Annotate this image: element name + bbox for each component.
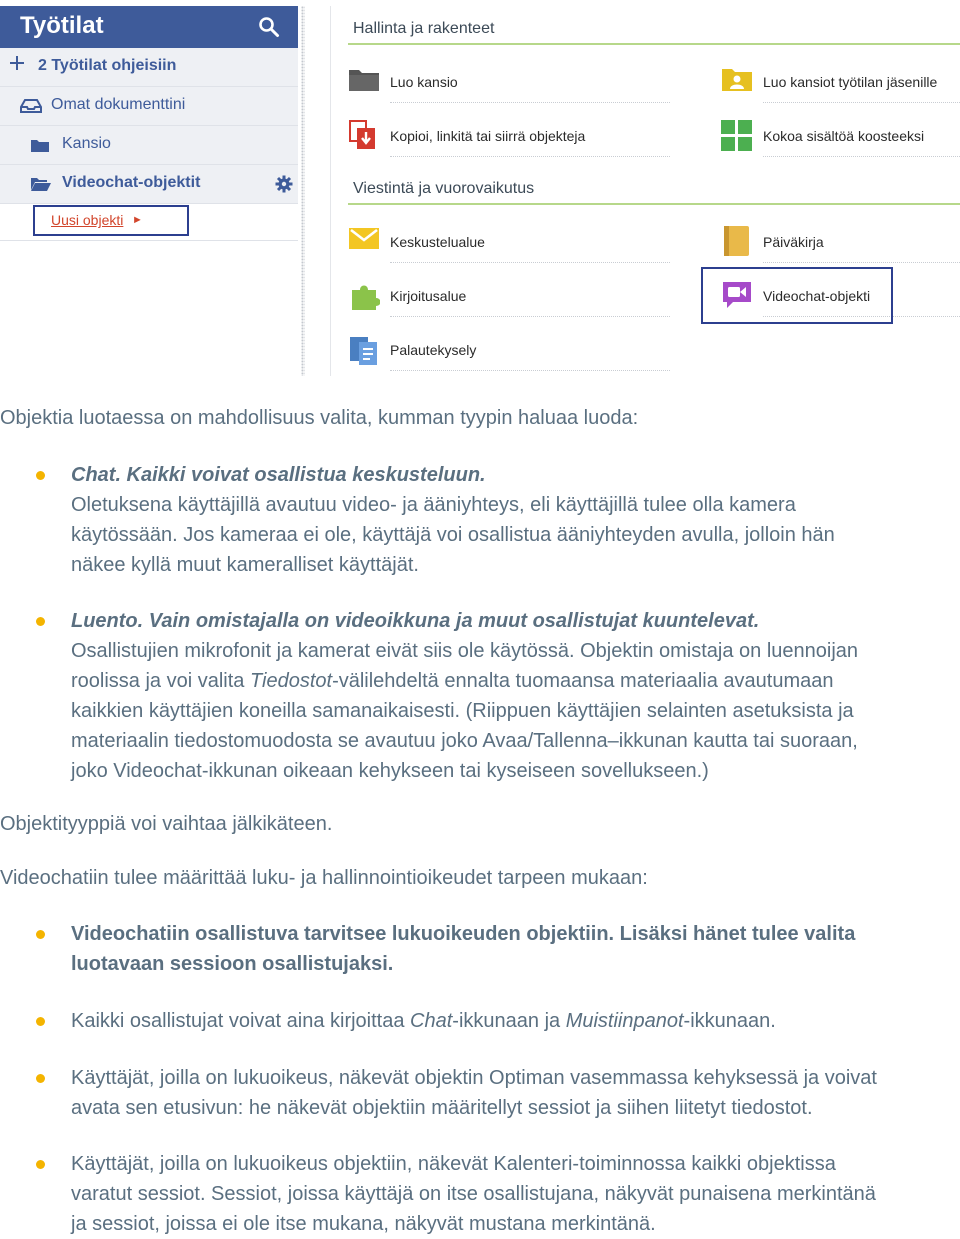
folder-icon xyxy=(31,138,49,157)
menu-item-label: Luo kansio xyxy=(390,74,458,90)
item-rule xyxy=(763,262,960,263)
plus-icon[interactable] xyxy=(8,54,26,77)
grid-icon xyxy=(721,120,753,157)
sidebar-item-label: 2 Työtilat ohjeisiin xyxy=(38,57,177,74)
calendar-line: Käyttäjät, joilla on lukuoikeus objektiin, näkevät Kalenteri-toiminnossa kaikki objektissa xyxy=(71,1153,836,1175)
sidebar-header xyxy=(0,6,298,48)
rights-paragraph: Videochatiin tulee määrittää luku- ja hallinnointioikeudet tarpeen mukaan: xyxy=(0,867,648,889)
menu-item-discussion[interactable] xyxy=(348,224,670,264)
notes-line xyxy=(71,1006,951,1036)
list-item-read-rights xyxy=(71,919,951,979)
text-run-italic: Tiedostot xyxy=(249,670,333,692)
text-run: -ikkunaan ja xyxy=(452,1010,566,1032)
lecture-heading: Luento. Vain omistajalla on videoikkuna ja muut osallistujat kuuntelevat. xyxy=(71,610,760,632)
list-item-chat-notes xyxy=(71,1006,951,1036)
text-run-italic: Muistiinpanot xyxy=(565,1010,684,1032)
text-run: roolissa ja voi valita xyxy=(71,670,250,692)
item-rule xyxy=(390,370,670,371)
menu-item-label: Luo kansiot työtilan jäsenille xyxy=(763,74,938,90)
item-rule xyxy=(390,262,670,263)
menu-item-writing-area[interactable] xyxy=(348,278,670,318)
menu-item-copy-link-move[interactable] xyxy=(348,118,670,158)
section-title-management: Hallinta ja rakenteet xyxy=(353,20,495,37)
list-item-left-frame xyxy=(71,1063,951,1123)
divider xyxy=(0,240,298,241)
change-paragraph: Objektityyppiä voi vaihtaa jälkikäteen. xyxy=(0,813,333,835)
lecture-line: joko Videochat-ikkunan oikeaan kehykseen tai kyseiseen sovellukseen.) xyxy=(71,760,709,782)
list-item-calendar xyxy=(71,1149,951,1239)
menu-item-compile-content[interactable] xyxy=(721,118,960,158)
menu-item-diary[interactable] xyxy=(721,224,960,264)
search-icon[interactable] xyxy=(258,16,280,43)
list-item-lecture xyxy=(71,606,951,786)
user-folder-icon xyxy=(721,66,753,97)
menu-item-create-member-folders[interactable] xyxy=(721,64,960,104)
menu-item-label: Palautekysely xyxy=(390,342,477,358)
section-divider xyxy=(348,43,960,45)
bullet-icon xyxy=(36,617,45,626)
bullet-icon xyxy=(36,471,45,480)
copy-icon xyxy=(348,120,380,155)
bullet-icon xyxy=(36,1074,45,1083)
gear-icon[interactable] xyxy=(275,175,293,198)
bullet-icon xyxy=(36,1160,45,1169)
highlight-box xyxy=(701,267,893,324)
menu-item-label: Kokoa sisältöä koosteeksi xyxy=(763,128,925,144)
open-folder-icon xyxy=(31,177,51,196)
text-run: -ikkunaan. xyxy=(683,1010,776,1032)
bullet-icon xyxy=(36,1017,45,1026)
screenshot-figure xyxy=(0,0,960,380)
divider xyxy=(330,6,331,376)
rights-line: luotavaan sessioon osallistujaksi. xyxy=(71,953,394,975)
sidebar-title: Työtilat xyxy=(20,12,104,39)
menu-item-label: Kirjoitusalue xyxy=(390,288,467,304)
sidebar-item-label: Omat dokumenttini xyxy=(51,96,186,113)
chat-line: Oletuksena käyttäjillä avautuu video- ja ääniyhteys, eli käyttäjillä tulee olla kamera xyxy=(71,494,796,516)
clipboard-icon xyxy=(348,334,380,371)
dotted-separator xyxy=(301,6,305,376)
lecture-line: kaikkien käyttäjien koneilla samanaikaisesti. (Riippuen käyttäjien selainten asetuksista ja xyxy=(71,700,854,722)
envelope-icon xyxy=(348,226,380,255)
menu-item-label: Päiväkirja xyxy=(763,234,824,250)
sidebar-item-workspace[interactable] xyxy=(0,48,298,87)
item-rule xyxy=(763,156,960,157)
text-run: Kaikki osallistujat voivat aina kirjoittaa xyxy=(71,1010,411,1032)
item-rule xyxy=(390,102,670,103)
arrow-right-icon: ► xyxy=(132,214,143,226)
intro-paragraph: Objektia luotaessa on mahdollisuus valita, kumman tyypin haluaa luoda: xyxy=(0,407,639,429)
frame-line: avata sen etusivun: he näkevät objektiin määritellyt sessiot ja siihen liitetyt tiedostot. xyxy=(71,1097,813,1119)
sidebar-item-label: Kansio xyxy=(62,135,111,152)
text-run-italic: Chat xyxy=(410,1010,453,1032)
chat-line: näkee kyllä muut kameralliset käyttäjät. xyxy=(71,554,419,576)
menu-item-label: Kopioi, linkitä tai siirrä objekteja xyxy=(390,128,586,144)
calendar-line: varatut sessiot. Sessiot, joissa käyttäjä on itse osallistujana, näkyvät punaisena merkintänä xyxy=(71,1183,876,1205)
list-item-chat xyxy=(71,460,951,580)
item-rule xyxy=(390,156,670,157)
lecture-line: materiaalin tiedostomuodosta se avautuu joko Avaa/Tallenna–ikkunan kautta tai suoraan, xyxy=(71,730,858,752)
sidebar-item-my-documents[interactable] xyxy=(0,87,298,126)
folder-icon xyxy=(348,66,380,97)
menu-item-label: Keskustelualue xyxy=(390,234,485,250)
chat-line: käytössään. Jos kameraa ei ole, käyttäjä voi osallistua ääniyhteyden avulla, jolloin hän xyxy=(71,524,835,546)
book-icon xyxy=(721,226,751,263)
lecture-line: Osallistujien mikrofonit ja kamerat eivät siis ole käytössä. Objektin omistaja on luennoijan xyxy=(71,640,859,662)
menu-item-feedback-survey[interactable] xyxy=(348,332,670,372)
menu-item-create-folder[interactable] xyxy=(348,64,670,104)
inbox-icon xyxy=(20,98,42,119)
calendar-line: ja sessiot, joissa ei ole itse mukana, näkyvät mustana merkintänä. xyxy=(71,1213,656,1235)
section-divider xyxy=(348,203,960,205)
lecture-line xyxy=(71,666,951,696)
workspace-sidebar xyxy=(0,6,298,236)
bullet-icon xyxy=(36,930,45,939)
menu-item-label: Videochat-objekti xyxy=(763,288,871,304)
new-object-link[interactable] xyxy=(33,205,189,236)
puzzle-icon xyxy=(348,280,380,317)
item-rule xyxy=(763,102,960,103)
chat-heading: Chat. Kaikki voivat osallistua keskusteluun. xyxy=(71,464,486,486)
text-run: -välilehdeltä ennalta tuomaansa materiaalia avautumaan xyxy=(332,670,834,692)
sidebar-item-videochat-objects[interactable] xyxy=(0,165,298,204)
rights-line: Videochatiin osallistuva tarvitsee lukuoikeuden objektiin. Lisäksi hänet tulee valita xyxy=(71,923,856,945)
sidebar-item-label: Videochat-objektit xyxy=(62,174,201,191)
sidebar-item-folder[interactable] xyxy=(0,126,298,165)
new-object-label: Uusi objekti xyxy=(51,212,124,228)
item-rule xyxy=(390,316,670,317)
frame-line: Käyttäjät, joilla on lukuoikeus, näkevät objektin Optiman vasemmassa kehyksessä ja voivat xyxy=(71,1067,877,1089)
section-title-communication: Viestintä ja vuorovaikutus xyxy=(353,180,535,197)
